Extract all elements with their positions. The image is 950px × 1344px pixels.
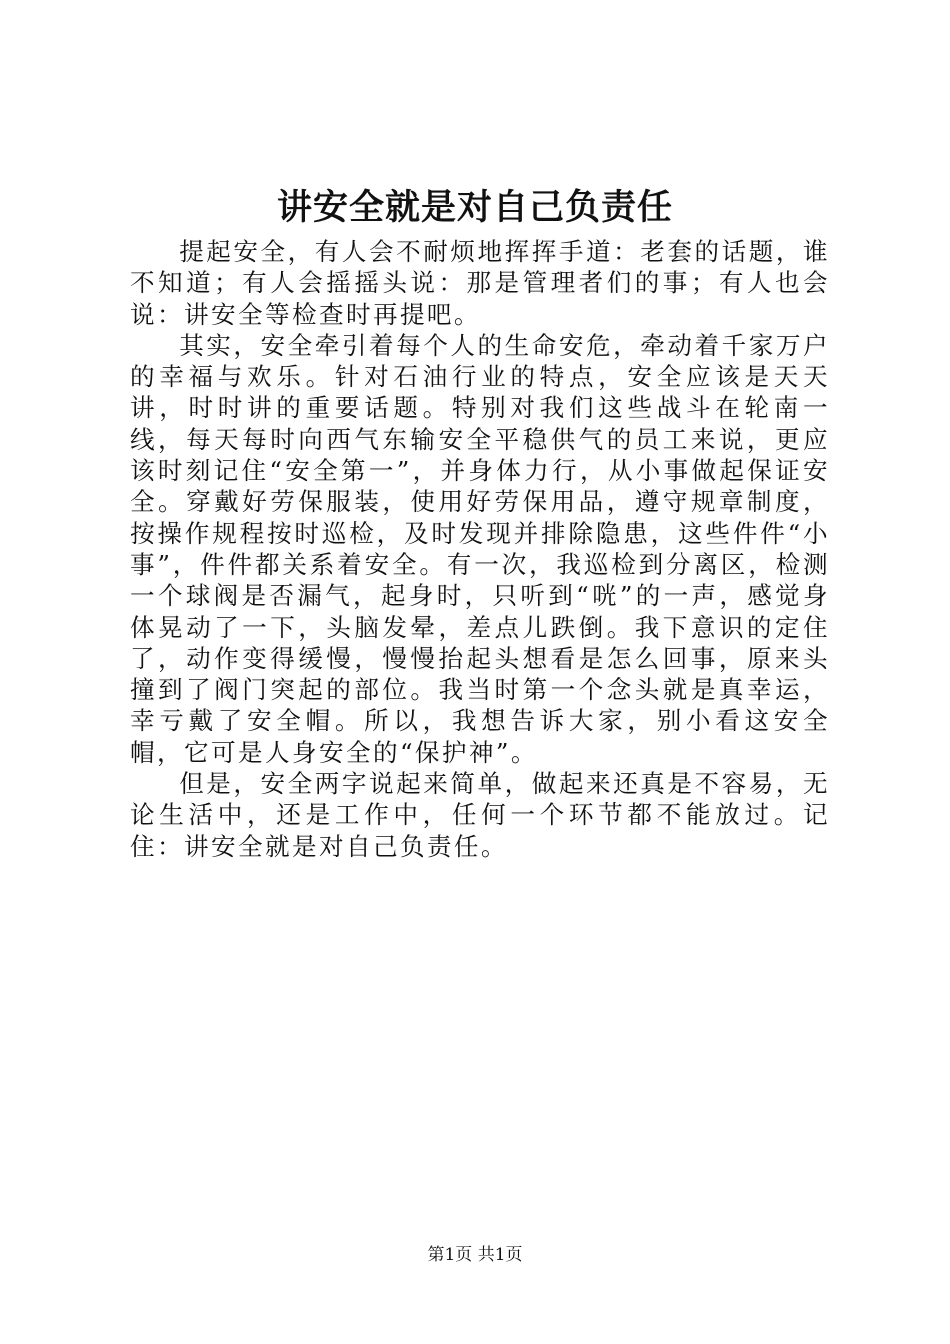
page-footer: 第1页 共1页 [427,1245,523,1265]
document-body [130,236,830,862]
paragraph-2: 其实，安全牵引着每个人的生命安危，牵动着千家万户的幸福与欢乐。针对石油行业的特点，安全应该是天天讲，时时讲的重要话题。特别对我们这些战斗在轮南一线，每天每时向西气东输安全平稳供气的员工来说，更应该时刻记住“安全第一”，并身体力行，从小事做起保证安全。穿戴好劳保服装，使用好劳保用品，遵守规章制度，按操作规程按时巡检，及时发现并排除隐患，这些件件“小事”，件件都关系着安全。有一次，我巡检到分离区，检测一个球阀是否漏气，起身时，只听到“咣”的一声，感觉身体晃动了一下，头脑发晕，差点儿跌倒。我下意识的定住了，动作变得缓慢，慢慢抬起头想看是怎么回事，原来头撞到了阀门突起的部位。我当时第一个念头就是真幸运，幸亏戴了安全帽。所以，我想告诉大家，别小看这安全帽，它可是人身安全的“保护神”。 [130,330,830,767]
paragraph-3: 但是，安全两字说起来简单，做起来还真是不容易，无论生活中，还是工作中，任何一个环节都不能放过。记住：讲安全就是对自己负责任。 [130,769,830,861]
paragraph-1: 提起安全，有人会不耐烦地挥挥手道：老套的话题，谁不知道；有人会摇摇头说：那是管理者们的事；有人也会说：讲安全等检查时再提吧。 [130,237,830,329]
document-title: 讲安全就是对自己负责任 [276,187,673,228]
